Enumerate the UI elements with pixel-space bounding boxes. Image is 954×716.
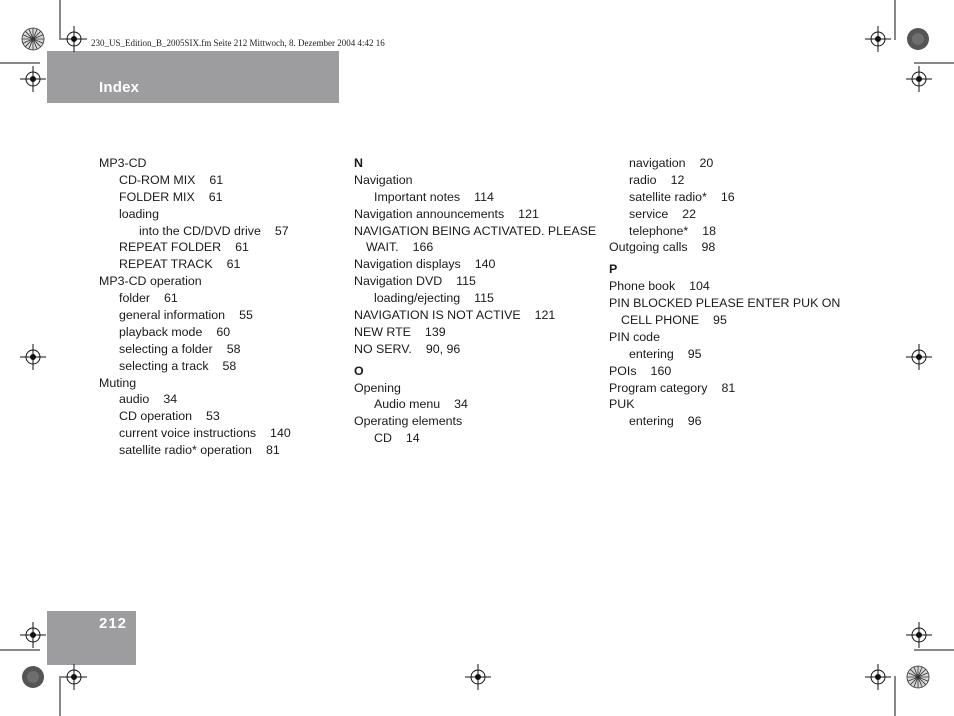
- registration-mark: [906, 344, 932, 370]
- entry-page-ref: 22: [682, 206, 697, 221]
- color-check-circle: [907, 28, 929, 50]
- entry-page-ref: 121: [534, 308, 556, 323]
- registration-mark: [906, 622, 932, 648]
- starburst-mark: [22, 28, 44, 50]
- entry-term: CD operation: [119, 409, 193, 424]
- entry-term: folder: [119, 291, 150, 306]
- entry-term: FOLDER MIX: [119, 189, 195, 204]
- entry-term: selecting a track: [119, 358, 209, 373]
- entry-page-ref: 81: [265, 443, 280, 458]
- entry-page-ref: 61: [208, 189, 223, 204]
- entry-term: into the CD/DVD drive: [139, 223, 261, 238]
- entry-term: Navigation: [354, 172, 413, 187]
- entry-page-ref: 95: [713, 313, 727, 328]
- entry-page-ref: 34: [163, 392, 178, 407]
- entry-page-ref: 121: [518, 206, 539, 221]
- entry-term: Operating elements: [354, 414, 463, 429]
- entry-term: Navigation displays: [354, 257, 461, 272]
- entry-page-ref: 18: [702, 223, 717, 238]
- entry-page-ref: 140: [474, 257, 496, 272]
- entry-page-ref: 58: [226, 341, 241, 356]
- entry-term: telephone*: [629, 223, 689, 238]
- entry-term: Navigation DVD: [354, 274, 443, 289]
- entry-term: POIs: [609, 363, 637, 378]
- registration-mark: [906, 66, 932, 92]
- entry-page-ref: 160: [650, 363, 672, 378]
- entry-page-ref: 96: [687, 414, 702, 429]
- entry-page-ref: 115: [474, 291, 494, 306]
- entry-term: REPEAT TRACK: [119, 257, 213, 272]
- entry-term: NEW RTE: [354, 324, 411, 339]
- entry-page-ref: 104: [689, 279, 710, 294]
- registration-mark: [865, 26, 891, 52]
- entry-term: Phone book: [609, 279, 676, 294]
- entry-page-ref: 98: [701, 240, 716, 255]
- entry-term: Opening: [354, 380, 401, 395]
- registration-mark: [20, 622, 46, 648]
- entry-term: Muting: [99, 375, 137, 390]
- entry-page-ref: 55: [239, 308, 253, 323]
- entry-term: NAVIGATION BEING ACTIVATED. PLEASE: [354, 223, 597, 238]
- entry-page-ref: 139: [424, 324, 446, 339]
- entry-term: entering: [629, 346, 674, 361]
- entry-term: satellite radio* operation: [119, 443, 252, 458]
- entry-term: CD-ROM MIX: [119, 172, 196, 187]
- entry-term: radio: [629, 172, 657, 187]
- print-slug: 230_US_Edition_B_2005SIX.fm Seite 212 Mittwoch, 8. Dezember 2004 4:42 16: [91, 38, 385, 48]
- entry-page-ref: 61: [209, 172, 224, 187]
- entry-page-ref: 114: [474, 189, 494, 204]
- entry-term: PIN code: [609, 329, 660, 344]
- entry-page-ref: 20: [699, 156, 714, 170]
- entry-page-ref: 115: [456, 274, 476, 289]
- entry-term: Audio menu: [374, 397, 441, 412]
- entry-term: Outgoing calls: [609, 240, 688, 255]
- entry-term: current voice instructions: [119, 426, 257, 441]
- entry-term: loading/ejecting: [374, 291, 461, 306]
- entry-page-ref: 166: [412, 240, 434, 255]
- entry-page-ref: 61: [164, 291, 178, 306]
- entry-term: playback mode: [119, 324, 203, 339]
- entry-term: service: [629, 206, 669, 221]
- registration-mark: [61, 26, 87, 52]
- entry-term: REPEAT FOLDER: [119, 240, 222, 255]
- entry-term: Important notes: [374, 189, 461, 204]
- entry-page-ref: 58: [222, 358, 237, 373]
- registration-mark: [20, 66, 46, 92]
- entry-page-ref: 16: [720, 189, 735, 204]
- entry-term: WAIT.: [366, 240, 399, 255]
- entry-term: PIN BLOCKED PLEASE ENTER PUK ON: [609, 296, 841, 311]
- entry-term: satellite radio*: [629, 189, 707, 204]
- entry-term: NO SERV.: [354, 341, 412, 356]
- entry-page-ref: 12: [670, 172, 685, 187]
- registration-mark: [61, 664, 87, 690]
- entry-page-ref: 14: [405, 431, 420, 446]
- entry-page-ref: 57: [274, 223, 289, 238]
- entry-term: NAVIGATION IS NOT ACTIVE: [354, 308, 521, 323]
- section-letter: P: [609, 262, 618, 277]
- color-check-circle: [22, 666, 44, 688]
- entry-page-ref: 90, 96: [425, 341, 461, 356]
- entry-page-ref: 140: [270, 426, 291, 441]
- registration-mark: [20, 344, 46, 370]
- registration-mark: [465, 664, 491, 690]
- entry-page-ref: 34: [454, 397, 468, 412]
- entry-term: CELL PHONE: [621, 313, 700, 328]
- entry-term: audio: [119, 392, 150, 407]
- entry-term: general information: [119, 308, 226, 323]
- entry-page-ref: 61: [226, 257, 241, 272]
- section-letter: N: [354, 156, 363, 170]
- entry-term: navigation: [629, 156, 686, 170]
- entry-term: MP3-CD: [99, 156, 147, 170]
- entry-page-ref: 60: [216, 324, 231, 339]
- entry-term: selecting a folder: [119, 341, 213, 356]
- entry-term: PUK: [609, 397, 635, 412]
- starburst-mark: [907, 666, 929, 688]
- page-number: 212: [99, 615, 128, 632]
- entry-term: Program category: [609, 380, 708, 395]
- entry-term: Navigation announcements: [354, 206, 505, 221]
- section-letter: O: [354, 363, 364, 378]
- entry-page-ref: 53: [206, 409, 220, 424]
- entry-term: CD: [374, 431, 392, 446]
- entry-page-ref: 61: [235, 240, 249, 255]
- entry-term: loading: [119, 206, 159, 221]
- page-title: Index: [99, 79, 140, 96]
- entry-term: entering: [629, 414, 674, 429]
- entry-page-ref: 81: [721, 380, 736, 395]
- entry-page-ref: 95: [687, 346, 702, 361]
- registration-mark: [865, 664, 891, 690]
- entry-term: MP3-CD operation: [99, 274, 202, 289]
